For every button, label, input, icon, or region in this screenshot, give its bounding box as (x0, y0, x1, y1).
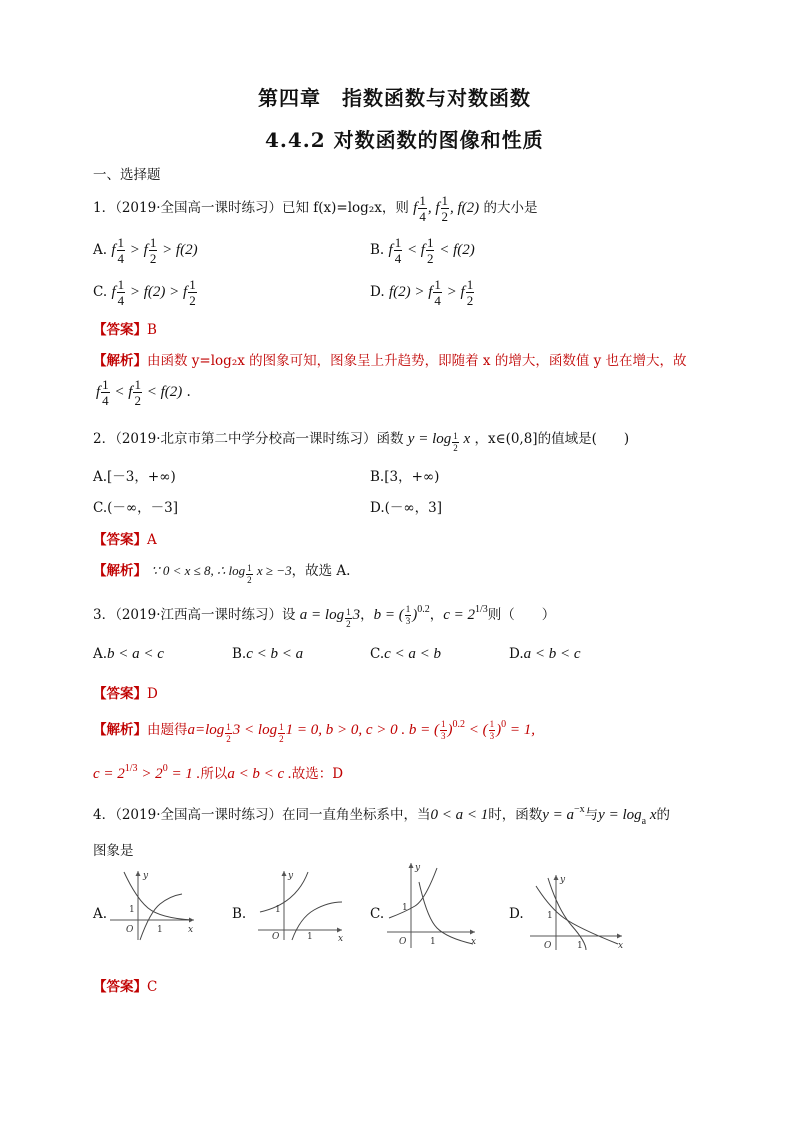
svg-text:1: 1 (402, 903, 408, 913)
q1-option-b: B. f $\frac{1}{4}$ < f $\frac{1}{2}$ < f(2) (370, 235, 475, 266)
q1-analysis-text: 由函数 y=log₂x 的图象可知，图象呈上升趋势，即随着 x 的增大，函数值 y 也在增大，故 (147, 353, 687, 369)
q1-option-d: D. f(2) > f $\frac{1}{4}$ > f $\frac{1}{2}$ (370, 277, 474, 308)
q1-stem-math: f $\frac{1}{4}$ , f $\frac{1}{2}$ , f(2) (413, 193, 480, 224)
q1-option-a: A. f $\frac{1}{4}$ > f $\frac{1}{2}$ > f(2) (93, 235, 198, 266)
q2-option-b: B.[3，+∞) (370, 469, 440, 485)
svg-text:1: 1 (547, 911, 553, 921)
svg-text:O: O (399, 937, 407, 947)
svg-text:y: y (560, 875, 566, 885)
answer-tag: 【答案】 (93, 322, 147, 338)
q4-stem: 4．（2019·全国高一课时练习）在同一直角坐标系中，当0 < a < 1时，函数$y = a^{-x}$与$y = \log_a x$的 (93, 804, 670, 827)
q1-analysis-math: f $\frac{1}{4}$ < f $\frac{1}{2}$ < f(2) . (96, 377, 191, 408)
svg-text:1: 1 (307, 932, 313, 942)
q4-option-b-label: B. (232, 906, 247, 922)
svg-text:y: y (143, 871, 149, 881)
q2-option-a: A.[－3，+∞) (93, 469, 176, 485)
q4-answer: 【答案】C (93, 979, 158, 995)
q3-option-b: B.c < b < a (232, 646, 304, 662)
q1-stem-text: 1．（2019·全国高一课时练习）已知 f(x)=log₂x，则 (93, 199, 409, 216)
q4-option-c-label: C. (370, 906, 385, 922)
chapter-title: 第四章 指数函数与对数函数 (258, 86, 531, 110)
q4-graph-b (256, 868, 346, 943)
q2-analysis: 【解析】 ∵ 0 < x ≤ 8, ∴ log $\frac{1}{2}$ x ≥ −3，故选 A. (93, 563, 351, 585)
q2-answer: 【答案】A (93, 532, 157, 548)
svg-text:1: 1 (157, 925, 163, 935)
section-title: 4.4.2 对数函数的图像和性质 (265, 128, 544, 152)
q4-graph-c (385, 860, 480, 950)
q4-stem-line2: 图象是 (93, 843, 134, 859)
analysis-tag: 【解析】 (93, 353, 147, 369)
svg-text:1: 1 (577, 941, 583, 951)
q4-graph-d (528, 872, 626, 952)
q4-graph-a (108, 868, 198, 943)
q3-answer: 【答案】D (93, 686, 158, 702)
q3-option-a: A.b < a < c (93, 646, 164, 662)
q1-stem-tail: 的大小是 (483, 199, 538, 216)
svg-text:O: O (272, 932, 280, 942)
q1-analysis (93, 349, 687, 369)
svg-text:y: y (415, 863, 421, 873)
q3-stem: 3．（2019·江西高一课时练习）设 a = log $\frac{1}{2}$ 3，b = ( $\frac{1}{3}$ )$^{0.2}$，$c = 2^{1/3}$则（ ） (93, 604, 556, 629)
q2-stem: 2．（2019·北京市第二中学分校高一课时练习）函数 y = log $\frac{1}{2}$ x ，x∈(0,8]的值域是( ) (93, 431, 630, 453)
q1-answer: 【答案】B (93, 322, 157, 338)
svg-text:x: x (188, 925, 194, 935)
svg-text:x: x (471, 937, 477, 947)
q2-option-d: D.(－∞，3] (370, 500, 443, 516)
svg-text:O: O (544, 941, 552, 951)
svg-text:1: 1 (275, 905, 281, 915)
q3-option-c: C.c < a < b (370, 646, 442, 662)
section-label: 一、选择题 (93, 167, 161, 183)
q3-analysis: 【解析】由题得a=log $\frac{1}{2}$ 3 < log $\frac{1}{2}$ 1 = 0, b > 0, c > 0 . b = ( $\frac{1}{3}$ )$^{0.2}$ < ( $\frac{1}{3}$ )$^0$ = 1, (93, 719, 535, 744)
svg-text:y: y (288, 871, 294, 881)
svg-text:x: x (618, 941, 624, 951)
q1-stem (93, 194, 537, 223)
svg-text:1: 1 (430, 937, 436, 947)
q3-analysis-line2: $c = 2^{1/3} > 2^0 = 1$ .所以a < b < c .故选：D (93, 763, 344, 782)
q4-option-d-label: D. (509, 906, 524, 922)
q3-option-d: D.a < b < c (509, 646, 581, 662)
q1-option-c: C. f $\frac{1}{4}$ > f(2) > f $\frac{1}{2}$ (93, 277, 196, 308)
q2-option-c: C.(－∞，－3] (93, 500, 179, 516)
svg-text:x: x (338, 934, 344, 943)
svg-text:1: 1 (129, 905, 135, 915)
q4-option-a-label: A. (93, 906, 108, 922)
svg-text:O: O (126, 925, 134, 935)
